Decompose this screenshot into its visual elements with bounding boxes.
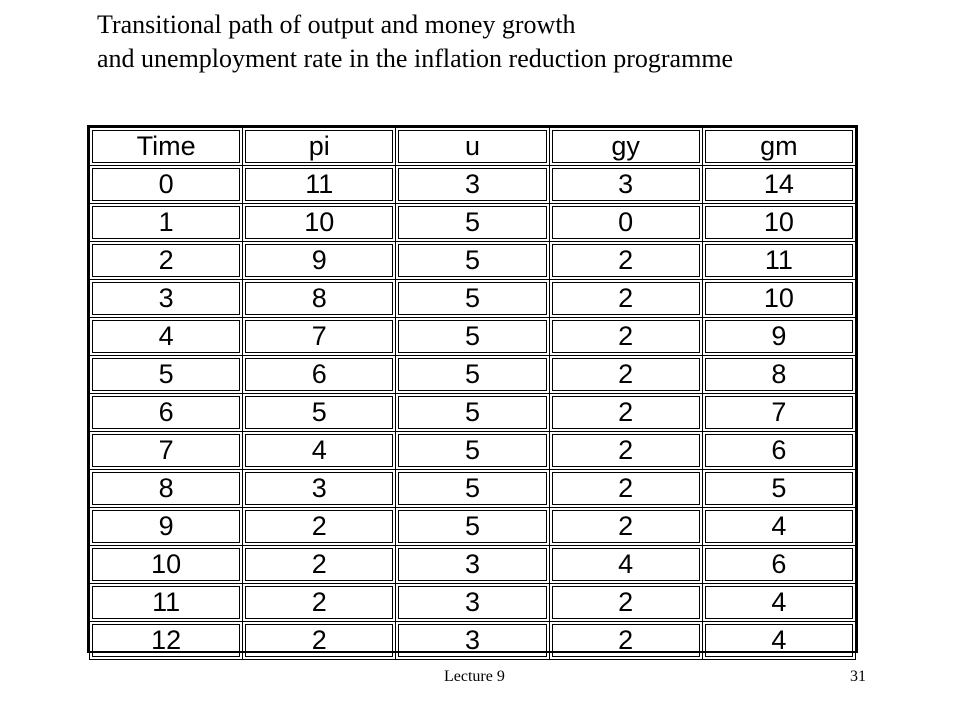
table-cell: 8 — [702, 356, 855, 394]
table-cell: 4 — [90, 318, 243, 356]
table-cell: 2 — [243, 546, 396, 584]
transition-table — [89, 127, 856, 660]
header-cell: Time — [90, 128, 243, 166]
table-cell: 3 — [90, 280, 243, 318]
table-row — [90, 546, 856, 584]
table-row — [90, 470, 856, 508]
table-body — [90, 166, 856, 660]
table-cell: 7 — [702, 394, 855, 432]
table-cell: 3 — [243, 470, 396, 508]
table-cell: 3 — [549, 166, 702, 204]
transition-table-container — [87, 125, 858, 653]
table-row — [90, 204, 856, 242]
table-cell: 2 — [243, 508, 396, 546]
table-cell: 2 — [549, 318, 702, 356]
table-cell: 5 — [396, 280, 549, 318]
table-cell: 2 — [549, 394, 702, 432]
table-cell: 10 — [702, 204, 855, 242]
table-cell: 0 — [90, 166, 243, 204]
table-row — [90, 622, 856, 660]
table-cell: 2 — [549, 242, 702, 280]
table-row — [90, 242, 856, 280]
table-cell: 2 — [90, 242, 243, 280]
table-cell: 8 — [90, 470, 243, 508]
table-cell: 11 — [243, 166, 396, 204]
table-cell: 3 — [396, 584, 549, 622]
table-cell: 5 — [90, 356, 243, 394]
table-cell: 5 — [396, 470, 549, 508]
header-cell: gy — [549, 128, 702, 166]
table-cell: 14 — [702, 166, 855, 204]
lecture-label: Lecture 9 — [444, 668, 505, 685]
table-cell: 4 — [702, 584, 855, 622]
table-cell: 3 — [396, 546, 549, 584]
table-cell: 10 — [243, 204, 396, 242]
table-cell: 6 — [702, 546, 855, 584]
table-cell: 5 — [243, 394, 396, 432]
table-cell: 12 — [90, 622, 243, 660]
table-row — [90, 394, 856, 432]
table-row — [90, 584, 856, 622]
header-cell: pi — [243, 128, 396, 166]
table-row — [90, 356, 856, 394]
slide-title — [97, 8, 733, 76]
table-cell: 4 — [702, 622, 855, 660]
table-cell: 2 — [549, 432, 702, 470]
table-cell: 9 — [243, 242, 396, 280]
table-cell: 5 — [396, 432, 549, 470]
header-cell: gm — [702, 128, 855, 166]
page-number: 31 — [850, 668, 866, 685]
table-cell: 4 — [549, 546, 702, 584]
table-cell: 2 — [549, 584, 702, 622]
table-row — [90, 280, 856, 318]
table-cell: 5 — [396, 508, 549, 546]
table-cell: 7 — [90, 432, 243, 470]
table-cell: 2 — [243, 584, 396, 622]
table-cell: 9 — [702, 318, 855, 356]
table-cell: 5 — [396, 242, 549, 280]
table-cell: 3 — [396, 622, 549, 660]
table-row — [90, 508, 856, 546]
table-cell: 6 — [243, 356, 396, 394]
table-cell: 2 — [243, 622, 396, 660]
title-line-1: Transitional path of output and money growth — [97, 10, 576, 39]
table-cell: 4 — [243, 432, 396, 470]
table-cell: 2 — [549, 356, 702, 394]
table-cell: 10 — [90, 546, 243, 584]
table-cell: 5 — [396, 204, 549, 242]
table-cell: 2 — [549, 280, 702, 318]
table-cell: 5 — [396, 394, 549, 432]
table-cell: 2 — [549, 622, 702, 660]
table-cell: 8 — [243, 280, 396, 318]
table-cell: 5 — [396, 318, 549, 356]
table-cell: 6 — [702, 432, 855, 470]
table-cell: 0 — [549, 204, 702, 242]
table-cell: 10 — [702, 280, 855, 318]
title-line-2: and unemployment rate in the inflation reduction programme — [97, 44, 734, 73]
table-cell: 11 — [702, 242, 855, 280]
table-cell: 1 — [90, 204, 243, 242]
table-row — [90, 432, 856, 470]
table-row — [90, 318, 856, 356]
table-cell: 9 — [90, 508, 243, 546]
table-cell: 7 — [243, 318, 396, 356]
table-cell: 2 — [549, 508, 702, 546]
table-row — [90, 166, 856, 204]
table-cell: 5 — [702, 470, 855, 508]
table-cell: 4 — [702, 508, 855, 546]
table-cell: 11 — [90, 584, 243, 622]
table-cell: 3 — [396, 166, 549, 204]
header-cell: u — [396, 128, 549, 166]
table-cell: 5 — [396, 356, 549, 394]
table-cell: 6 — [90, 394, 243, 432]
table-cell: 2 — [549, 470, 702, 508]
table-header-row — [90, 128, 856, 166]
